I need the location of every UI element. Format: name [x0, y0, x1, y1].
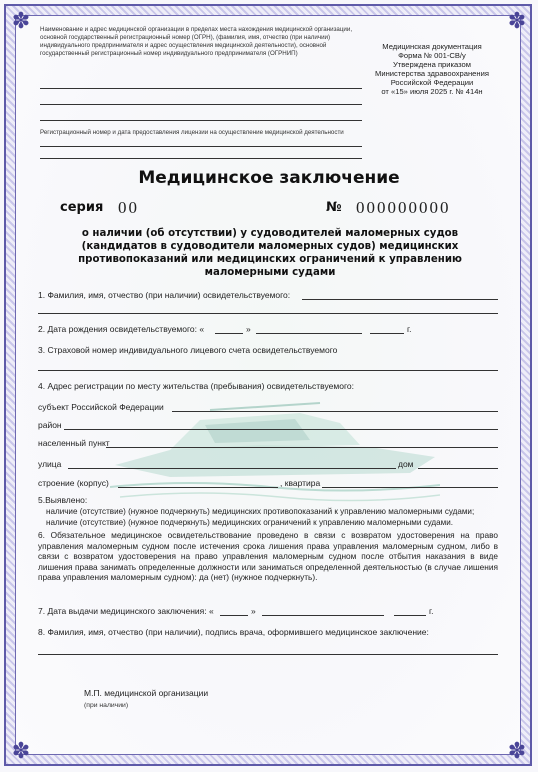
field-birth-date-label: 2. Дата рождения освидетельствуемого: « [38, 324, 205, 334]
birth-date-quote: » [246, 324, 251, 334]
birth-year-input-line[interactable] [370, 333, 404, 334]
series-label: серия [60, 200, 104, 215]
field-snils-label: 3. Страховой номер индивидуального лицевого счета освидетельствуемого [38, 345, 338, 355]
birth-day-input-line[interactable] [215, 333, 243, 334]
street-label: улица [38, 459, 62, 469]
license-line-2 [40, 158, 362, 159]
field-address-label: 4. Адрес регистрации по месту жительства (пребывания) освидетельствуемого: [38, 381, 354, 391]
corner-ornament-bottom-right: ✽ [507, 738, 527, 763]
full-name-input-line[interactable] [302, 299, 498, 300]
full-name-input-line-2[interactable] [38, 313, 498, 314]
building-label: строение (корпус) [38, 478, 109, 488]
form-info-line: Утверждена приказом [392, 60, 471, 69]
org-line-2 [40, 104, 362, 105]
building-input-line[interactable] [118, 487, 278, 488]
apartment-input-line[interactable] [322, 487, 498, 488]
number-value: 000000000 [356, 198, 451, 217]
issue-date-year-suffix: г. [429, 606, 434, 616]
finding-contraindications: наличие (отсутствие) (нужное подчеркнуть) медицинских противопоказаний к управлению маломерными судами; [46, 507, 475, 516]
document-subtitle: о наличии (об отсутствии) у судоводителей маломерных судов (кандидатов в судоводители маломерных судов) медицинских противопоказаний или медицинских ограничений к управлению маломерными судами [78, 228, 462, 278]
birth-month-input-line[interactable] [256, 333, 362, 334]
corner-ornament-bottom-left: ✽ [11, 738, 31, 763]
subject-input-line[interactable] [172, 411, 498, 412]
birth-date-year-suffix: г. [407, 324, 412, 334]
form-info-line: Форма № 001-СВ/у [398, 51, 466, 60]
house-input-line[interactable] [418, 468, 498, 469]
document-title: Медицинское заключение [138, 168, 400, 188]
field-examination-reason: 6. Обязательное медицинское освидетельствование проведено в связи с возвратом удостоверения на право управления маломерным судном после истечения срока лишения права управления маломерным судном, либо в связи с возвратом удостоверения на право управления маломерным судном после отбытия наказания в виде лишения права занимать определенные должности или заниматься определенной деятельностью (в случае лишения права управления маломерным судном): да (нет) (нужное подчеркнуть). [38, 530, 498, 583]
field-doctor-label: 8. Фамилия, имя, отчество (при наличии), подпись врача, оформившего медицинское заключение: [38, 627, 429, 637]
form-info-block [362, 42, 502, 96]
issue-date-quote: » [251, 606, 256, 616]
form-info-line: Медицинская документация [382, 42, 482, 51]
house-label: дом [398, 459, 414, 469]
organization-label: Наименование и адрес медицинской организации в пределах места нахождения медицинской организации, основной государственный регистрационный номер (ОГРН), (фамилия, имя, отчество (при наличии) индивидуального предпринимателя и адрес осуществления медицинской деятельности), основной государственный регистрационный номер индивидуального предпринимателя (ОГРНИП) [40, 26, 353, 57]
license-label: Регистрационный номер и дата предоставления лицензии на осуществление медицинской деятельности [40, 129, 344, 136]
snils-input-line[interactable] [38, 370, 498, 371]
district-label: район [38, 420, 62, 430]
issue-day-input-line[interactable] [220, 615, 248, 616]
series-value: 00 [118, 198, 139, 217]
corner-ornament-top-right: ✽ [507, 8, 527, 33]
number-label: № [326, 200, 342, 215]
issue-year-input-line[interactable] [394, 615, 426, 616]
locality-input-line[interactable] [106, 447, 498, 448]
org-line-1 [40, 88, 362, 89]
field-full-name-label: 1. Фамилия, имя, отчество (при наличии) освидетельствуемого: [38, 290, 291, 300]
field-findings-label: 5.Выявлено: [38, 495, 88, 505]
street-input-line[interactable] [68, 468, 396, 469]
finding-restrictions: наличие (отсутствие) (нужное подчеркнуть) медицинских ограничений к управлению маломерными судами. [46, 518, 453, 527]
license-line-1 [40, 146, 362, 147]
field-issue-date-label: 7. Дата выдачи медицинского заключения: « [38, 606, 214, 616]
apartment-label: , квартира [280, 478, 321, 488]
issue-month-input-line[interactable] [262, 615, 384, 616]
form-info-line: Российской Федерации [390, 78, 474, 87]
stamp-label: М.П. медицинской организации [84, 688, 209, 698]
form-info-line: от «15» июля 2025 г. № 414н [381, 87, 483, 96]
org-line-3 [40, 120, 362, 121]
stamp-note: (при наличии) [84, 702, 129, 709]
form-info-line: Министерства здравоохранения [375, 69, 489, 78]
doctor-input-line[interactable] [38, 654, 498, 655]
subject-label: субъект Российской Федерации [38, 402, 164, 412]
corner-ornament-top-left: ✽ [11, 8, 31, 33]
district-input-line[interactable] [64, 429, 498, 430]
locality-label: населенный пункт [38, 438, 110, 448]
